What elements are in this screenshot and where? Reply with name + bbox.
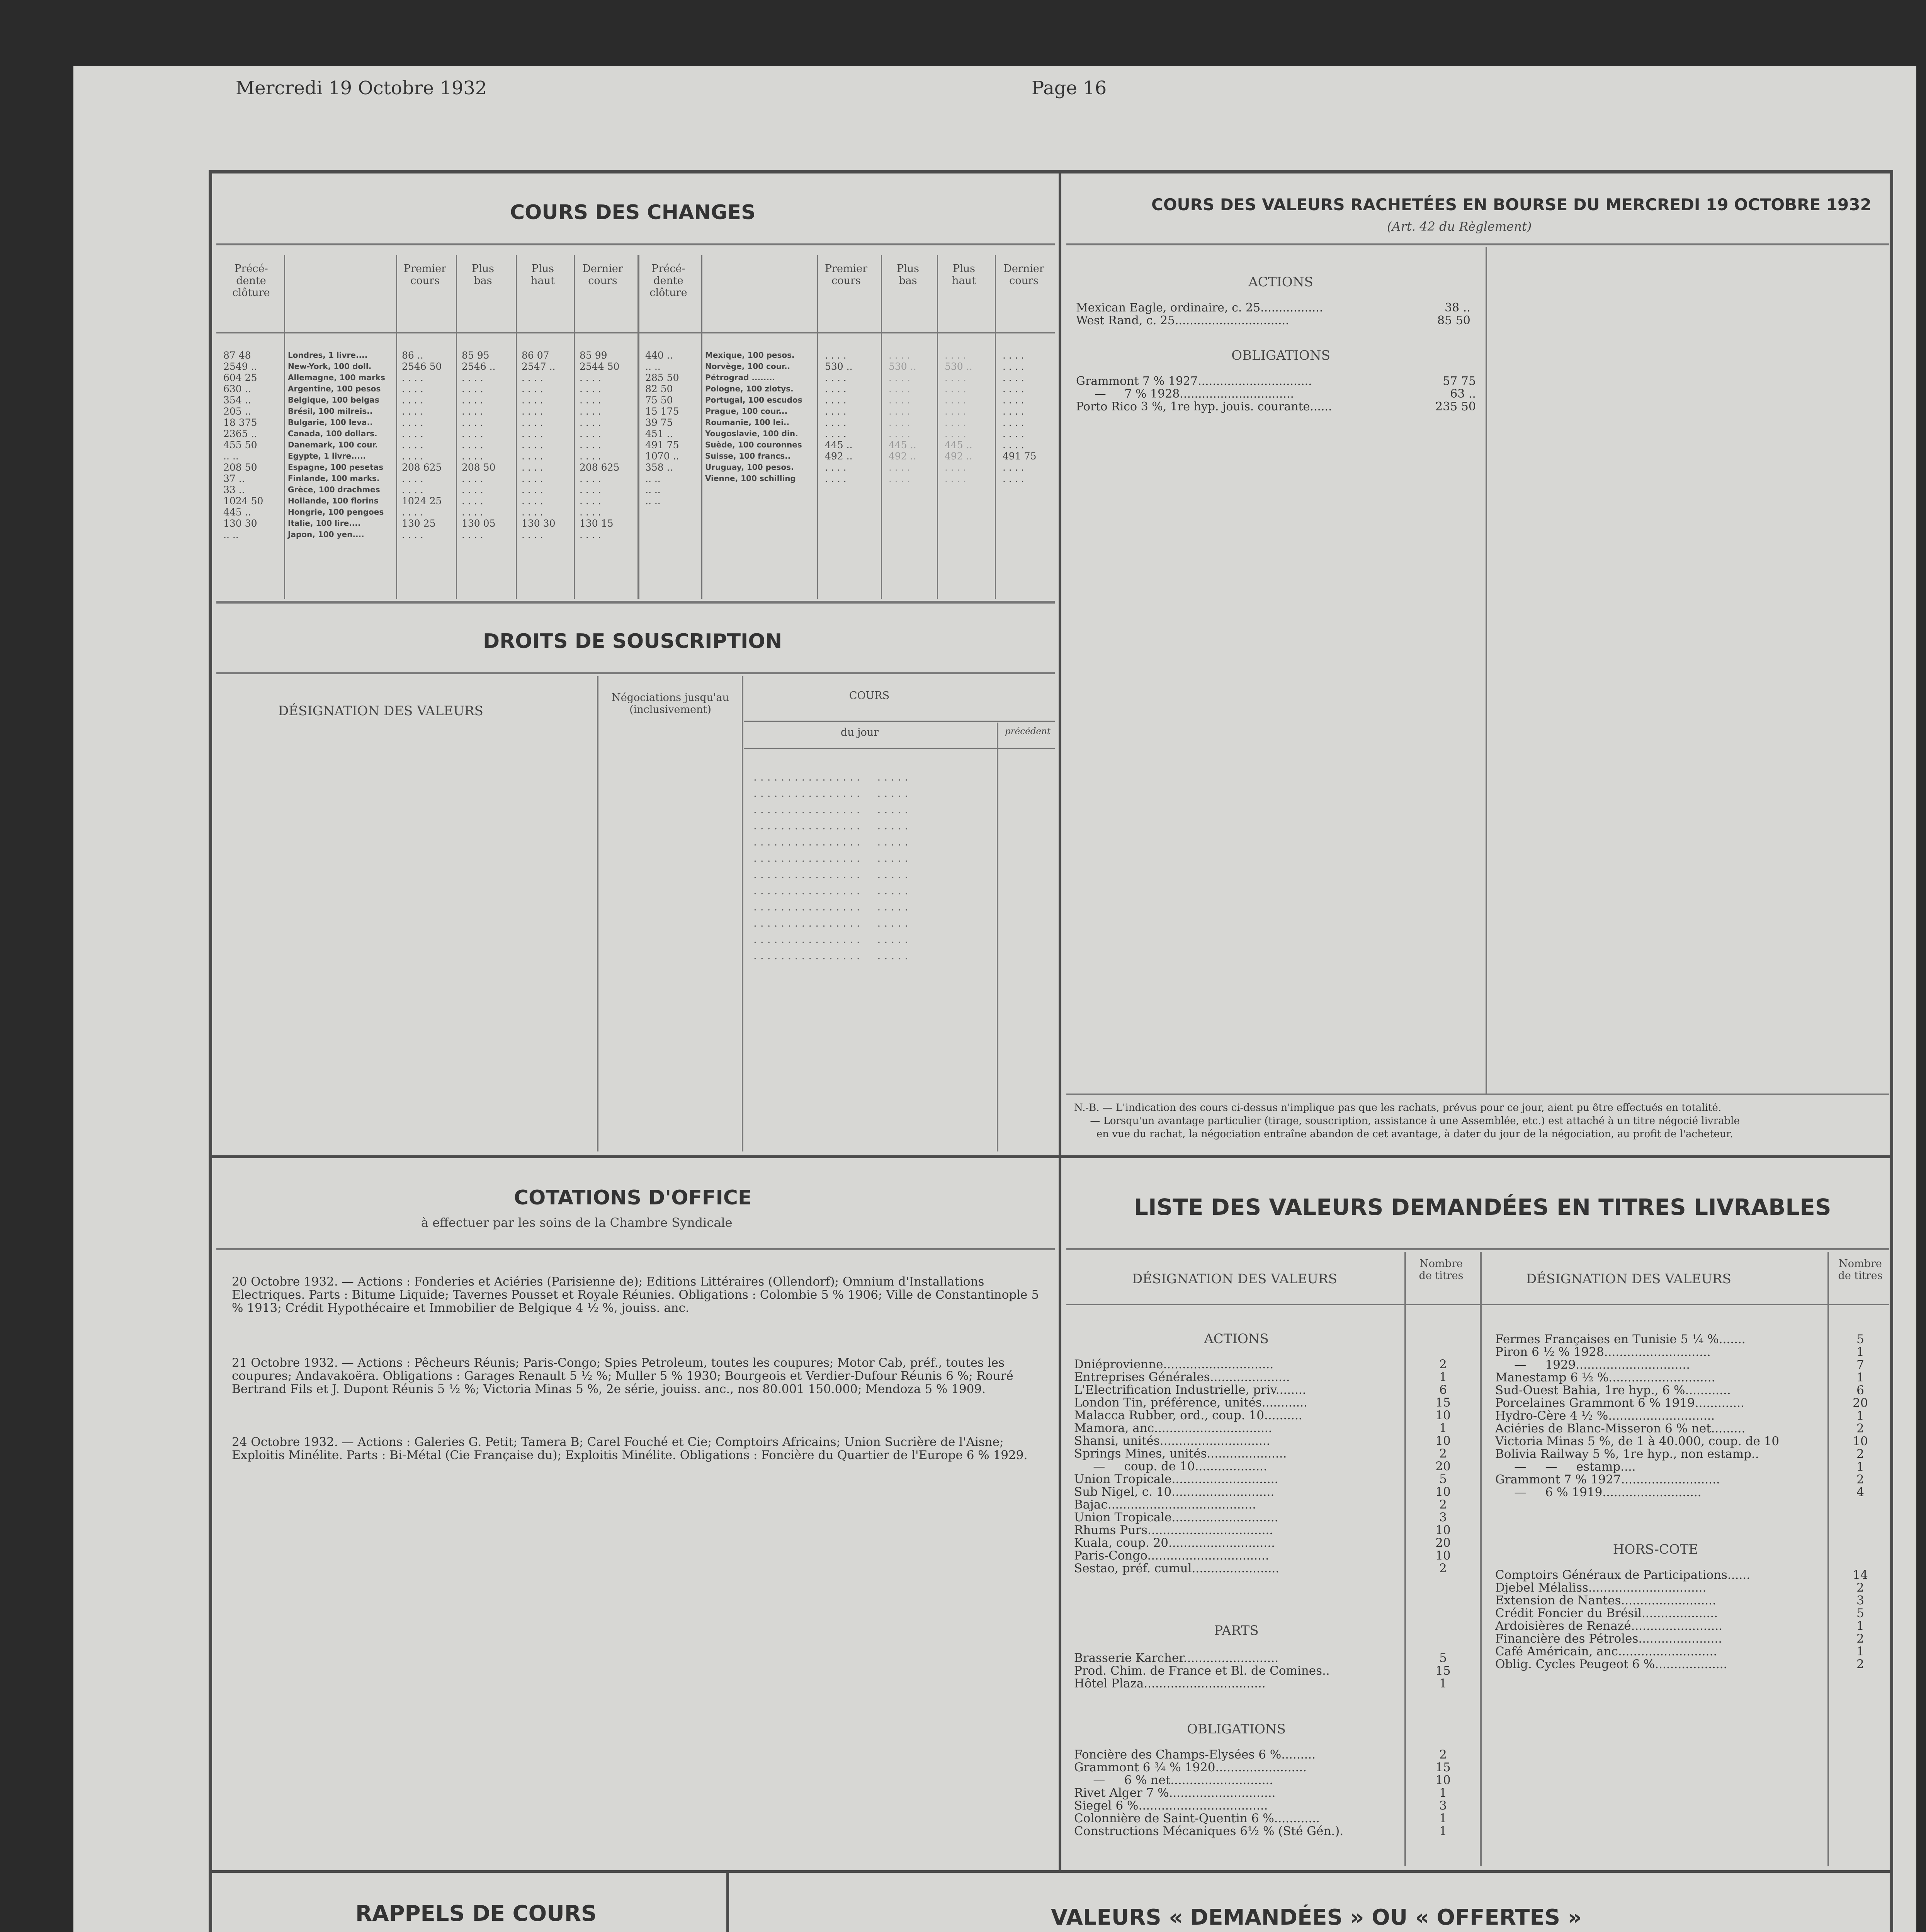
divider-vertical-bottom <box>726 1870 729 1932</box>
livrables-actions-title: ACTIONS <box>1204 1331 1269 1347</box>
livrables-parts-title: PARTS <box>1214 1623 1259 1638</box>
changes-head-prec-right: Précé- dente clôture <box>649 263 687 299</box>
changes-left-places: Londres, 1 livre.... New-York, 100 doll. Allemagne, 100 marks Argentine, 100 pesos Belgique, 100 belgas Brésil, 100 milreis.. Bulgarie, 100 leva.. Canada, 100 dollars. Danemark, 100 cour. Egypte, 1 livre..... Espagne, 100 pesetas Finlande, 100 marks. Grèce, 100 drachmes Hollande, 100 florins Hongrie, 100 pengoes Italie, 100 lire.... Japon, 100 yen.... <box>288 350 385 539</box>
livrables-col-rule <box>1480 1252 1482 1866</box>
livrables-head-nombre-right: Nombre de titres <box>1838 1258 1883 1282</box>
livrables-right-count: 5 1 7 1 6 20 1 2 10 2 1 2 4 <box>1853 1332 1868 1499</box>
offertes-title: VALEURS « DEMANDÉES » OU « OFFERTES » <box>1051 1905 1582 1930</box>
changes-col-rule <box>701 255 702 599</box>
souscription-empty-rows: . . . . . . . . . . . . . . . . . . . . . . . . . . . . . . . . . . . . . . . . . . . . . . . . . . . . . . . . . . . . . . . . . . . . . . . . . . . . . . . . . . . . . . . . . . . . . . . . . . . . . . . . . . . . . . . . . . . . . . . . . . . . . . . . . . . . . . . . . . . . . . . . . . . . . . . . . . . . . . . . . . . . . . . . . . . . . . . . . . . . . . . . . . . . . . . . . . . . . . . . . . . . . . . . . . . . . . . . . . . . . . . . . . . . . . . . . . . . . . . . . . . . . . . . . . . . <box>753 770 908 962</box>
souscription-title: DROITS DE SOUSCRIPTION <box>483 630 782 653</box>
rachetees-col-rule <box>1486 247 1487 1094</box>
livrables-rule <box>1066 1248 1889 1250</box>
souscription-head-negociations: Négociations jusqu'au (inclusivement) <box>612 692 729 716</box>
changes-col-rule <box>574 255 575 599</box>
rachetees-actions-title: ACTIONS <box>1248 274 1313 290</box>
changes-right-prec: 440 .. .. .. 285 50 82 50 75 50 15 175 39 75 451 .. 491 75 1070 .. 358 .. .. .. .. .. .. .. <box>645 350 679 507</box>
changes-head-premier-left: Premier cours <box>403 263 447 287</box>
rachetees-actions-values: 38 .. 85 50 <box>1437 301 1470 327</box>
changes-rule <box>216 243 1055 245</box>
changes-col-rule <box>817 255 818 599</box>
changes-col-rule <box>937 255 938 599</box>
divider-horizontal-1 <box>209 1155 1893 1158</box>
divider-vertical-top <box>1059 170 1061 1870</box>
livrables-oblig-title: OBLIGATIONS <box>1187 1721 1286 1737</box>
souscription-col-rule <box>997 723 998 1151</box>
cotations-paragraph-3: 24 Octobre 1932. — Actions : Galeries G. Petit; Tamera B; Carel Fouché et Cie; Comptoirs Africains; Union Sucrière de l'Aisne; Exploitis Minélite. Parts : Bi-Métal (Cie Française du); Exploitis Minélite. Obligations : Foncière du Quartier de l'Europe 6 % 1929. <box>232 1435 1028 1462</box>
rachetees-subtitle: (Art. 42 du Règlement) <box>1387 219 1532 234</box>
livrables-oblig: Foncière des Champs-Elysées 6 %......... Grammont 6 ¾ % 1920........................ — 6 % net........................... Rivet Alger 7 %............................ Siegel 6 %.................................. Colonnière de Saint-Quentin 6 %............ Constructions Mécaniques 6½ % (Sté Gén.). <box>1074 1748 1344 1838</box>
changes-col-rule <box>456 255 457 599</box>
rachetees-obligations: Grammont 7 % 1927............................... — 7 % 1928............................... Porto Rico 3 %, 1re hyp. jouis. courante...... <box>1076 374 1332 413</box>
livrables-actions-count: 2 1 6 15 10 1 10 2 20 5 10 2 3 10 20 10 2 <box>1435 1357 1451 1575</box>
souscription-sub-rule <box>744 721 1055 722</box>
souscription-rule <box>216 672 1055 674</box>
livrables-head-designation-right: DÉSIGNATION DES VALEURS <box>1526 1271 1731 1287</box>
souscription-head-designation: DÉSIGNATION DES VALEURS <box>278 703 483 719</box>
rachetees-note: N.-B. — L'indication des cours ci-dessus n'implique pas que les rachats, prévus pour ce jour, aient pu être effectués en totalité. — Lorsqu'un avantage particulier (tirage, souscription, assistance à une Assemblée, etc.) est attaché à un titre négocié livrable en vue du rachat, la négociation entraîne abandon de cet avantage, à dater du jour de la négociation, au profit de l'acheteur. <box>1074 1102 1740 1140</box>
souscription-col-rule <box>742 676 743 1151</box>
souscription-head-du-jour: du jour <box>840 726 879 738</box>
rachetees-obligations-title: OBLIGATIONS <box>1231 348 1330 363</box>
livrables-col-rule <box>1404 1252 1406 1866</box>
cotations-paragraph-1: 20 Octobre 1932. — Actions : Fonderies et Aciéries (Parisienne de); Editions Littéraires (Ollendorf); Omnium d'Installations Electriques. Parts : Bitume Liquide; Tavernes Pousset et Royale Réunies. Obligations : Colombie 5 % 1906; Ville de Constantinople 5 % 1913; Crédit Hypothécaire et Immobilier de Belgique 4 ½ %, jouiss. anc. <box>232 1275 1039 1315</box>
rachetees-note-rule <box>1066 1094 1889 1095</box>
changes-head-dernier-left: Dernier cours <box>582 263 623 287</box>
changes-col-rule <box>637 255 639 599</box>
changes-col-rule <box>284 255 285 599</box>
rachetees-rule <box>1066 243 1889 245</box>
livrables-parts: Brasserie Karcher......................... Prod. Chim. de France et Bl. de Comines.. Hôtel Plaza................................ <box>1074 1651 1330 1690</box>
divider-horizontal-2 <box>209 1870 1893 1873</box>
souscription-col-rule <box>597 676 598 1151</box>
livrables-col-rule <box>1827 1252 1829 1866</box>
rachetees-obligations-values: 57 75 63 .. 235 50 <box>1435 374 1476 413</box>
livrables-actions: Dniéprovienne............................. Entreprises Générales..................... L'Electrification Industrielle, priv........ London Tin, préférence, unités............ Malacca Rubber, ord., coup. 10.......... Mamora, anc............................... Shansi, unités............................. Springs Mines, unités..................... — coup. de 10................... Union Tropicale............................ Sub Nigel, c. 10........................... Bajac....................................... Union Tropicale............................ Rhums Purs................................. Kuala, coup. 20............................ Paris-Congo................................ Sestao, préf. cumul....................... <box>1074 1357 1307 1575</box>
changes-head-bas-left: Plus bas <box>471 263 495 287</box>
changes-col-rule <box>881 255 882 599</box>
livrables-title: LISTE DES VALEURS DEMANDÉES EN TITRES LIVRABLES <box>1134 1194 1831 1220</box>
livrables-head-nombre-left: Nombre de titres <box>1419 1258 1464 1282</box>
page-date: Mercredi 19 Octobre 1932 <box>236 77 487 99</box>
changes-head-dernier-right: Dernier cours <box>1003 263 1044 287</box>
changes-title: COURS DES CHANGES <box>510 201 756 224</box>
changes-right-bas: . . . . 530 .. . . . . . . . . . . . . . . . . . . . . . . . . 445 .. 492 .. . . . . . . . . <box>889 350 916 484</box>
livrables-head-designation-left: DÉSIGNATION DES VALEURS <box>1132 1271 1337 1287</box>
rappels-title: RAPPELS DE COURS <box>355 1901 597 1926</box>
cotations-subtitle: à effectuer par les soins de la Chambre Syndicale <box>421 1215 733 1230</box>
changes-left-premier: 86 .. 2546 50 . . . . . . . . . . . . . . . . . . . . . . . . . . . . . . . . 208 625 . . . . . . . . 1024 25 . . . . 130 25 . . . . <box>402 350 442 540</box>
changes-bottom-rule <box>216 601 1055 604</box>
changes-right-premier: . . . . 530 .. . . . . . . . . . . . . . . . . . . . . . . . . 445 .. 492 .. . . . . . . . . <box>825 350 853 484</box>
cotations-title: COTATIONS D'OFFICE <box>514 1186 752 1209</box>
rachetees-title: COURS DES VALEURS RACHETÉES EN BOURSE DU MERCREDI 19 OCTOBRE 1932 <box>1151 195 1872 214</box>
souscription-head-cours: COURS <box>849 690 890 702</box>
livrables-hors-cote: Comptoirs Généraux de Participations...... Djebel Mélaliss............................... Extension de Nantes......................... Crédit Foncier du Brésil.................... Ardoisières de Renazé........................ Financière des Pétroles...................... Café Américain, anc.......................... Oblig. Cycles Peugeot 6 %................... <box>1495 1568 1751 1671</box>
changes-head-haut-right: Plus haut <box>952 263 976 287</box>
changes-left-haut: 86 07 2547 .. . . . . . . . . . . . . . . . . . . . . . . . . . . . . . . . . . . . . . . . . . . . . . . . . . . . . 130 30 . . . . <box>522 350 556 540</box>
changes-right-places: Mexique, 100 pesos. Norvège, 100 cour.. Pétrograd ........ Pologne, 100 zlotys. Portugal, 100 escudos Prague, 100 cour... Roumanie, 100 lei.. Yougoslavie, 100 din. Suède, 100 couronnes Suisse, 100 francs.. Uruguay, 100 pesos. Vienne, 100 schilling <box>705 350 802 483</box>
livrables-parts-count: 5 15 1 <box>1435 1651 1451 1690</box>
page-number: Page 16 <box>1032 77 1107 99</box>
livrables-head-rule <box>1066 1304 1889 1305</box>
changes-right-haut: . . . . 530 .. . . . . . . . . . . . . . . . . . . . . . . . . 445 .. 492 .. . . . . . . . . <box>945 350 972 484</box>
changes-head-premier-right: Premier cours <box>824 263 868 287</box>
changes-col-rule <box>995 255 996 599</box>
changes-col-rule <box>396 255 397 599</box>
cotations-rule <box>216 1248 1055 1250</box>
livrables-hors-cote-count: 14 2 3 5 1 2 1 2 <box>1853 1568 1868 1671</box>
changes-left-bas: 85 95 2546 .. . . . . . . . . . . . . . . . . . . . . . . . . . . . . . . . . 208 50 . . . . . . . . . . . . . . . . 130 05 . . . . <box>462 350 496 540</box>
changes-head-rule <box>216 332 1055 333</box>
souscription-head-rule <box>744 748 1055 749</box>
rachetees-actions: Mexican Eagle, ordinaire, c. 25................. West Rand, c. 25............................... <box>1076 301 1323 327</box>
changes-head-bas-right: Plus bas <box>896 263 920 287</box>
cotations-paragraph-2: 21 Octobre 1932. — Actions : Pêcheurs Réunis; Paris-Congo; Spies Petroleum, toutes les coupures; Motor Cab, préf., toutes les coupures; Andavakoëra. Obligations : Garages Renault 5 ½ %; Muller 5 % 1930; Bourgeois et Verdier-Dufour Réunis 6 %; Rouré Bertrand Fils et J. Dupont Réunis 5 ½ %; Victoria Minas 5 %, 2e série, jouiss. anc., nos 80.001 150.000; Mendoza 5 % 1909. <box>232 1356 1013 1396</box>
changes-head-haut-left: Plus haut <box>531 263 555 287</box>
changes-col-rule <box>516 255 517 599</box>
livrables-hors-cote-title: HORS-COTE <box>1613 1542 1698 1557</box>
changes-left-prec: 87 48 2549 .. 604 25 630 .. 354 .. 205 .. 18 375 2365 .. 455 50 .. .. 208 50 37 .. 33 .. 1024 50 445 .. 130 30 .. .. <box>223 350 263 540</box>
livrables-right-list: Fermes Françaises en Tunisie 5 ¼ %....... Piron 6 ½ % 1928............................ — 1929.............................. Manestamp 6 ½ %............................ Sud-Ouest Bahia, 1re hyp., 6 %............ Porcelaines Grammont 6 % 1919............. Hydro-Cère 4 ½ %............................ Aciéries de Blanc-Misseron 6 % net......... Victoria Minas 5 %, de 1 à 40.000, coup. de 10 Bolivia Railway 5 %, 1re hyp., non estamp.. — — estamp.... Grammont 7 % 1927.......................... — 6 % 1919.......................... <box>1495 1332 1780 1499</box>
souscription-head-precedent: précédent <box>1005 726 1051 736</box>
changes-right-dernier: . . . . . . . . . . . . . . . . . . . . . . . . . . . . . . . . . . . . 491 75 . . . . . . . . <box>1003 350 1037 484</box>
changes-left-dernier: 85 99 2544 50 . . . . . . . . . . . . . . . . . . . . . . . . . . . . . . . . 208 625 . . . . . . . . . . . . . . . . 130 15 . . . . <box>580 350 620 540</box>
changes-head-prec-left: Précé- dente clôture <box>232 263 270 299</box>
livrables-oblig-count: 2 15 10 1 3 1 1 <box>1435 1748 1451 1838</box>
